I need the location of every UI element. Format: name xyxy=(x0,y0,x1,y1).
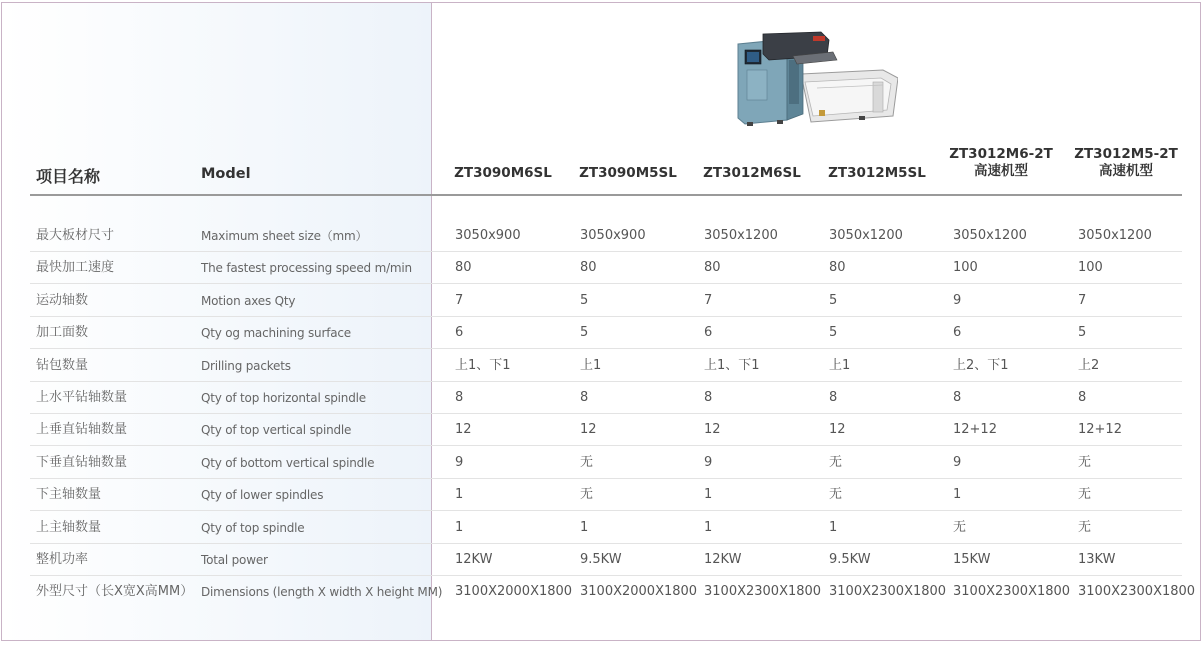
spec-label-en: Dimensions (length X width X height MM) xyxy=(201,585,443,600)
spec-label-cn: 钻包数量 xyxy=(36,357,89,373)
spec-value: 5 xyxy=(1078,325,1087,341)
spec-value: 1 xyxy=(953,487,962,503)
spec-value: 3050x1200 xyxy=(829,228,903,243)
spec-value: 80 xyxy=(580,260,597,276)
spec-value: 12KW xyxy=(455,552,493,567)
spec-value: 6 xyxy=(953,325,962,341)
spec-label-en: Drilling packets xyxy=(201,358,291,373)
spec-value: 3050x1200 xyxy=(1078,228,1152,243)
spec-label-en: Qty og machining surface xyxy=(201,326,351,341)
spec-value: 9.5KW xyxy=(829,552,871,567)
spec-value: 15KW xyxy=(953,552,991,567)
spec-value: 80 xyxy=(455,260,472,276)
spec-value: 12 xyxy=(580,422,597,438)
spec-value: 3100X2300X1800 xyxy=(1078,584,1196,600)
spec-value: 100 xyxy=(1078,260,1103,276)
table-row xyxy=(30,382,1182,414)
spec-value: 1 xyxy=(455,487,464,503)
table-row xyxy=(30,350,1182,382)
spec-value: 12 xyxy=(455,422,472,438)
spec-value: 8 xyxy=(1078,390,1087,405)
model-header xyxy=(1064,146,1188,180)
spec-label-cn: 运动轴数 xyxy=(36,292,89,308)
spec-value: 100 xyxy=(953,260,978,276)
spec-label-en: Qty of top vertical spindle xyxy=(201,423,352,438)
spec-value: 上1、下1 xyxy=(704,357,760,373)
spec-value: 9 xyxy=(953,292,962,308)
spec-value: 1 xyxy=(704,519,713,535)
model-name: ZT3090M5SL xyxy=(579,165,677,181)
spec-value: 3100X2000X1800 xyxy=(580,584,698,600)
header-item-name: 项目名称 xyxy=(36,167,101,186)
cnc-drilling-machine-icon xyxy=(733,30,898,128)
model-name: ZT3012M5-2T xyxy=(1074,146,1178,162)
spec-value: 80 xyxy=(829,260,846,276)
spec-value: 上2 xyxy=(1078,357,1100,373)
spec-value: 5 xyxy=(829,292,838,308)
spec-value: 3100X2300X1800 xyxy=(704,584,822,600)
header-rule xyxy=(30,194,1182,196)
spec-label-cn: 最大板材尺寸 xyxy=(36,228,115,243)
model-name: ZT3012M5SL xyxy=(828,165,926,181)
model-subtitle: 高速机型 xyxy=(1099,163,1153,179)
spec-value: 3100X2000X1800 xyxy=(455,584,573,600)
spec-value: 1 xyxy=(580,519,589,535)
spec-value: 无 xyxy=(580,487,594,503)
table-row xyxy=(30,252,1182,284)
spec-value: 3050x1200 xyxy=(953,228,1027,243)
model-name: ZT3012M6-2T xyxy=(949,146,1053,162)
spec-label-en: Maximum sheet size（mm） xyxy=(201,229,368,243)
spec-value: 1 xyxy=(829,519,838,535)
spec-value: 5 xyxy=(580,325,589,341)
model-header xyxy=(441,165,565,182)
spec-value: 上1 xyxy=(829,357,851,373)
spec-value: 9 xyxy=(455,454,464,470)
spec-value: 12KW xyxy=(704,552,742,567)
spec-value: 无 xyxy=(580,454,594,470)
spec-value: 12 xyxy=(704,422,721,438)
table-row xyxy=(30,317,1182,349)
spec-label-en: Qty of bottom vertical spindle xyxy=(201,455,375,470)
spec-value: 12+12 xyxy=(953,422,997,438)
spec-value: 3050x1200 xyxy=(704,228,778,243)
spec-value: 无 xyxy=(953,519,967,535)
spec-label-en: Qty of top horizontal spindle xyxy=(201,391,366,405)
spec-value: 12 xyxy=(829,422,846,438)
spec-value: 12+12 xyxy=(1078,422,1122,438)
model-header xyxy=(566,165,690,182)
model-name: ZT3012M6SL xyxy=(703,165,801,181)
spec-value: 无 xyxy=(829,454,843,470)
spec-value: 8 xyxy=(953,390,962,405)
model-header xyxy=(690,165,814,182)
spec-label-cn: 整机功率 xyxy=(36,552,89,567)
table-row xyxy=(30,512,1182,544)
spec-label-cn: 上垂直钻轴数量 xyxy=(36,422,128,438)
spec-value: 上1 xyxy=(580,357,602,373)
model-name: ZT3090M6SL xyxy=(454,165,552,181)
spec-value: 9.5KW xyxy=(580,552,622,567)
spec-value: 上2、下1 xyxy=(953,357,1009,373)
spec-value: 无 xyxy=(829,487,843,503)
model-subtitle: 高速机型 xyxy=(974,163,1028,179)
spec-value: 6 xyxy=(455,325,464,341)
table-row xyxy=(30,285,1182,317)
spec-label-en: Qty of top spindle xyxy=(201,520,305,535)
spec-label-cn: 外型尺寸（长X宽X高MM） xyxy=(36,584,194,600)
model-header xyxy=(815,165,939,182)
table-row xyxy=(30,576,1196,608)
spec-value: 无 xyxy=(1078,487,1092,503)
spec-label-cn: 上主轴数量 xyxy=(36,519,102,535)
spec-value: 8 xyxy=(829,390,838,405)
spec-value: 3100X2300X1800 xyxy=(953,584,1071,600)
spec-value: 1 xyxy=(455,519,464,535)
spec-value: 7 xyxy=(455,292,464,308)
spec-label-cn: 上水平钻轴数量 xyxy=(36,390,128,405)
model-header xyxy=(939,146,1063,180)
spec-value: 5 xyxy=(580,292,589,308)
header-model: Model xyxy=(201,166,251,182)
spec-label-en: The fastest processing speed m/min xyxy=(201,261,412,276)
spec-value: 8 xyxy=(704,390,713,405)
spec-value: 9 xyxy=(953,454,962,470)
spec-value: 6 xyxy=(704,325,713,341)
spec-value: 3050x900 xyxy=(580,228,646,243)
spec-value: 无 xyxy=(1078,519,1092,535)
spec-label-cn: 加工面数 xyxy=(36,325,89,341)
table-row xyxy=(30,479,1182,511)
spec-value: 7 xyxy=(704,292,713,308)
spec-label-en: Motion axes Qty xyxy=(201,293,296,308)
spec-value: 1 xyxy=(704,487,713,503)
spec-value: 3050x900 xyxy=(455,228,521,243)
spec-label-en: Total power xyxy=(201,553,268,567)
spec-value: 7 xyxy=(1078,292,1087,308)
spec-label-cn: 下垂直钻轴数量 xyxy=(36,454,128,470)
spec-label-cn: 下主轴数量 xyxy=(36,487,102,503)
spec-value: 8 xyxy=(580,390,589,405)
spec-value: 无 xyxy=(1078,454,1092,470)
table-row xyxy=(30,447,1182,479)
spec-value: 9 xyxy=(704,454,713,470)
spec-value: 80 xyxy=(704,260,721,276)
spec-label-cn: 最快加工速度 xyxy=(36,260,115,276)
table-row xyxy=(30,544,1182,576)
table-row xyxy=(30,220,1182,252)
spec-value: 3100X2300X1800 xyxy=(829,584,947,600)
spec-value: 5 xyxy=(829,325,838,341)
spec-value: 8 xyxy=(455,390,464,405)
spec-value: 13KW xyxy=(1078,552,1116,567)
spec-value: 上1、下1 xyxy=(455,357,511,373)
spec-label-en: Qty of lower spindles xyxy=(201,488,324,503)
table-row xyxy=(30,414,1182,446)
